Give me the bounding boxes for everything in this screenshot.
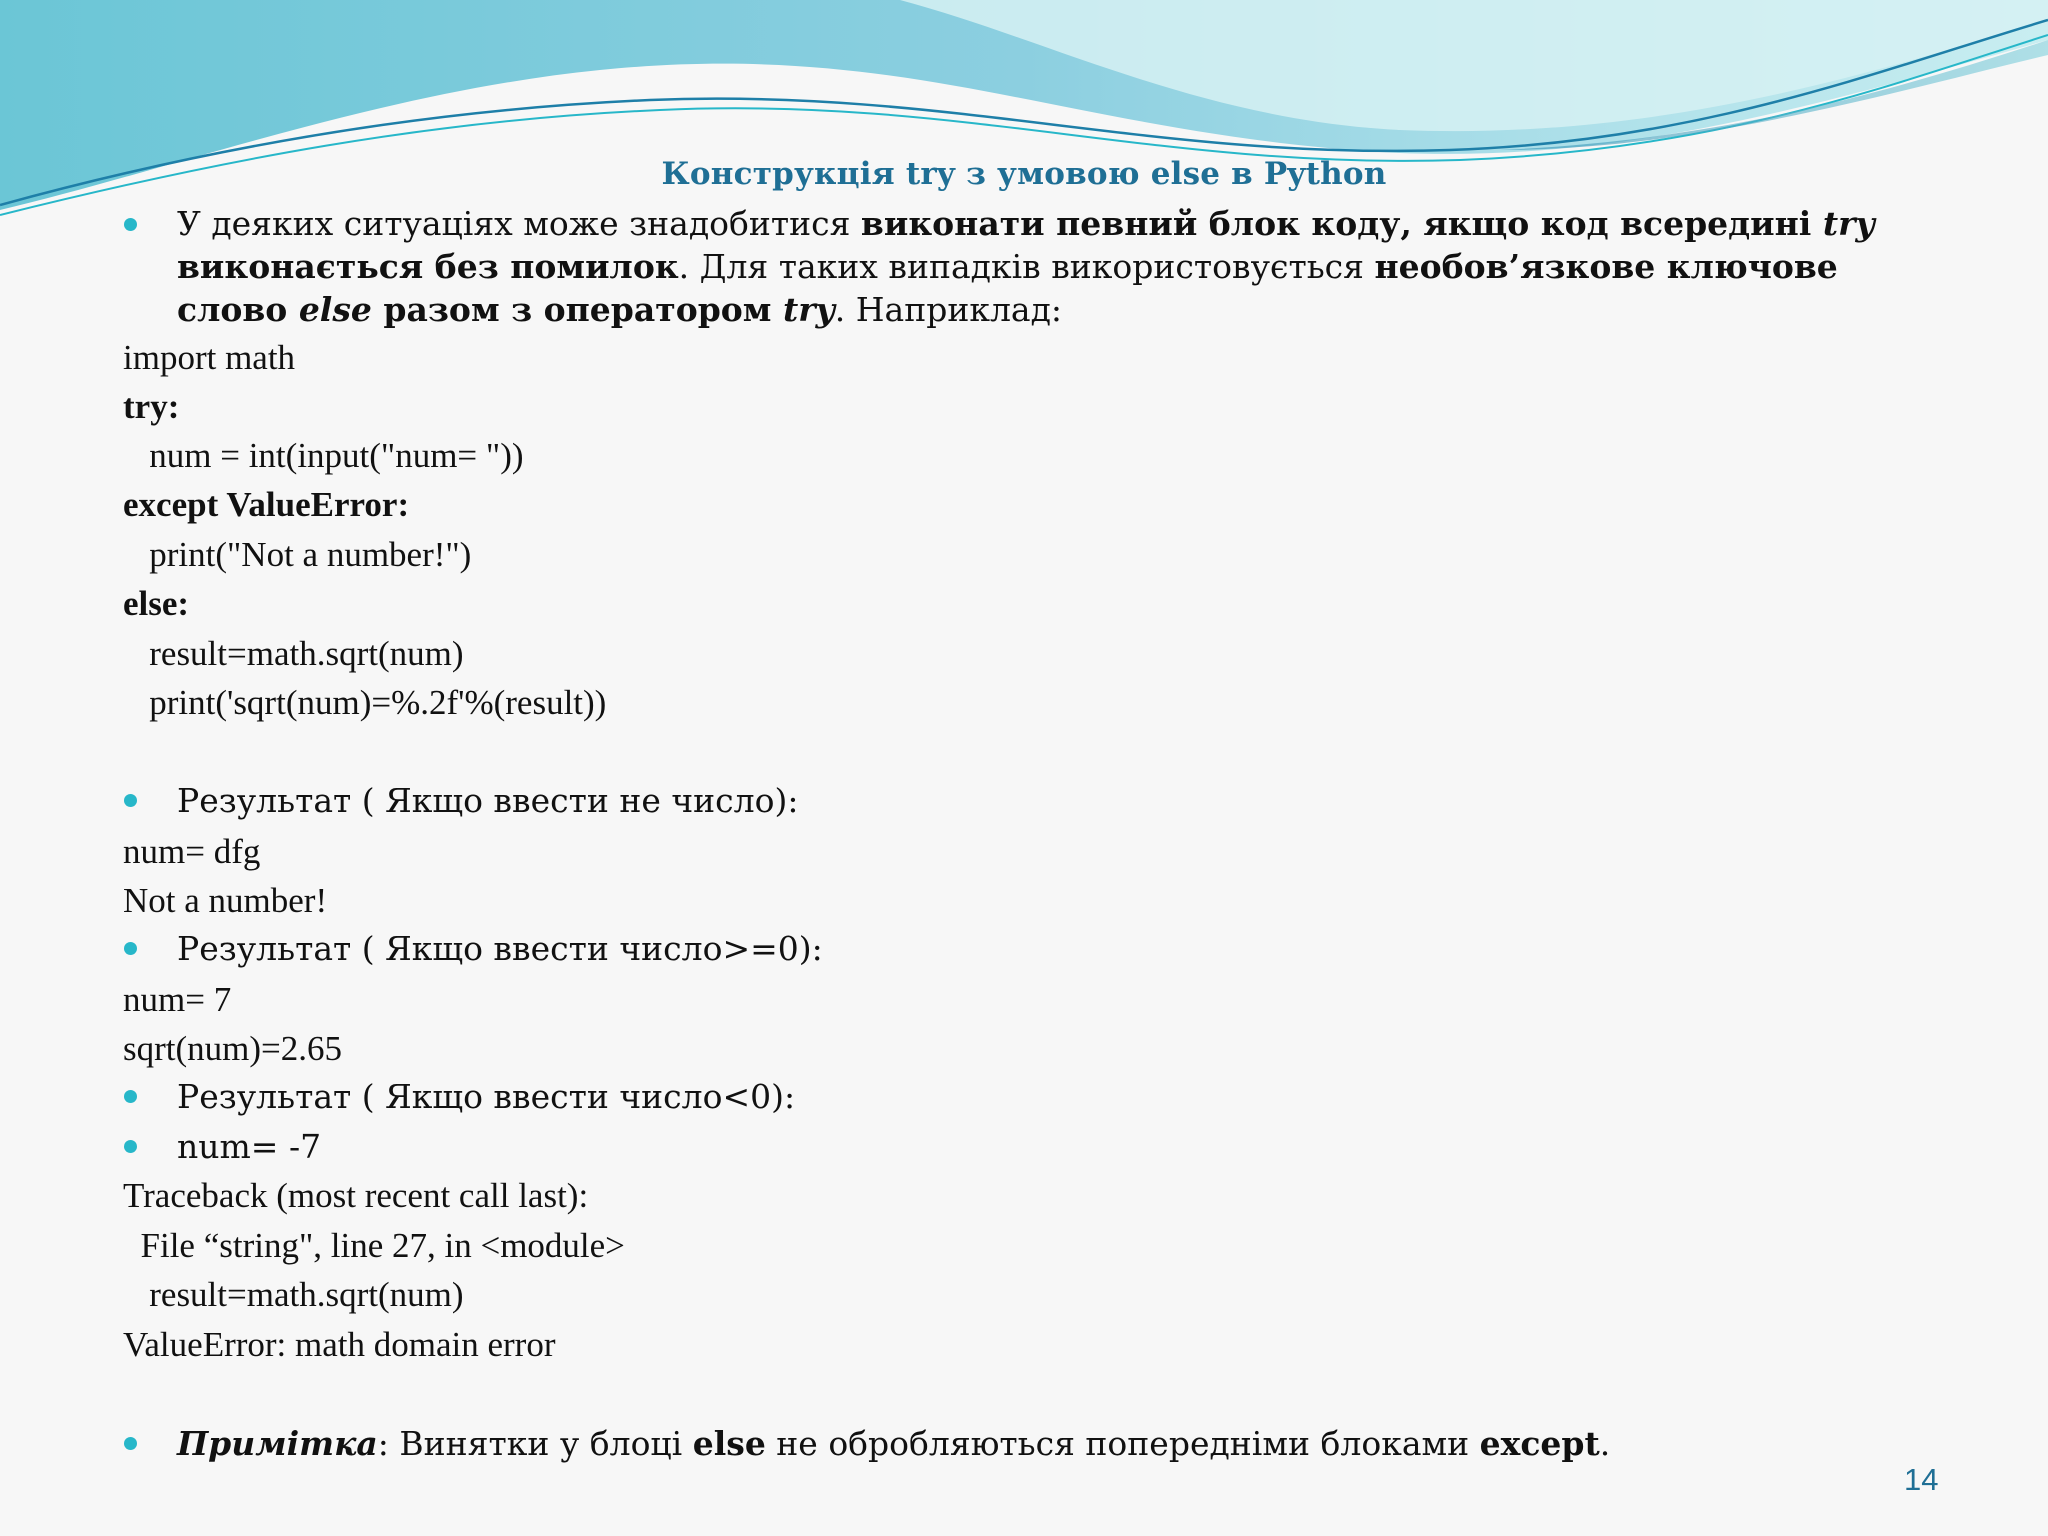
page-number: 14 — [1904, 1462, 1939, 1497]
intro-line-3 — [177, 288, 1062, 332]
bullet-dot — [124, 1140, 137, 1153]
result-heading: Результат ( Якщо ввести число<0): — [177, 1077, 796, 1116]
code-line: import math — [123, 338, 296, 377]
code-line: result=math.sqrt(num) — [123, 634, 464, 673]
intro-text: . Для таких випадків використовується — [678, 247, 1375, 286]
code-line: try: — [123, 387, 180, 426]
note-text: не обробляються попередніми блоками — [765, 1424, 1480, 1463]
bullet-dot — [124, 1437, 137, 1450]
intro-bold: необов’язкове ключове — [1374, 247, 1838, 286]
output-line: num= dfg — [123, 832, 261, 871]
intro-keyword: else — [298, 290, 372, 329]
note-text: : Винятки у блоці — [377, 1424, 693, 1463]
code-line: num = int(input("num= ")) — [123, 436, 524, 475]
note-line — [177, 1422, 1610, 1466]
intro-bold: слово — [177, 290, 299, 329]
output-line: num= 7 — [123, 980, 232, 1019]
intro-bold: виконається без помилок — [177, 247, 679, 286]
output-line: ValueError: math domain error — [123, 1325, 556, 1364]
code-line: print("Not a number!") — [123, 535, 472, 574]
bullet-dot — [124, 942, 137, 955]
bullet-dot — [124, 218, 137, 231]
output-line: sqrt(num)=2.65 — [123, 1029, 343, 1068]
note-keyword: except — [1479, 1424, 1600, 1463]
intro-bold: виконати певний блок коду, якщо код всередині — [860, 204, 1823, 243]
intro-line-2 — [177, 245, 1838, 289]
output-line: Traceback (most recent call last): — [123, 1176, 589, 1215]
bullet-dot — [124, 1090, 137, 1103]
note-label: Примітка — [177, 1424, 378, 1463]
slide-title: Конструкція try з умовою else в Python — [661, 156, 1387, 192]
result-heading: Результат ( Якщо ввести число>=0): — [177, 929, 823, 968]
output-line: File “string", line 27, in <module> — [123, 1226, 625, 1265]
bullet-dot — [124, 794, 137, 807]
output-line: result=math.sqrt(num) — [123, 1275, 464, 1314]
intro-text: У деяких ситуаціях може знадобитися — [177, 204, 861, 243]
intro-text: . Наприклад: — [834, 290, 1063, 329]
result-heading: Результат ( Якщо ввести не число): — [177, 781, 799, 820]
note-text: . — [1599, 1424, 1611, 1463]
output-line: Not a number! — [123, 881, 328, 920]
intro-keyword: try — [782, 290, 835, 329]
intro-bold: разом з оператором — [371, 290, 783, 329]
intro-keyword: try — [1822, 204, 1875, 243]
result-input: num= -7 — [177, 1127, 322, 1166]
code-line: except ValueError: — [123, 485, 410, 524]
note-keyword: else — [692, 1424, 766, 1463]
code-line: else: — [123, 584, 190, 623]
intro-line-1 — [177, 202, 1875, 246]
code-line: print('sqrt(num)=%.2f'%(result)) — [123, 683, 607, 722]
